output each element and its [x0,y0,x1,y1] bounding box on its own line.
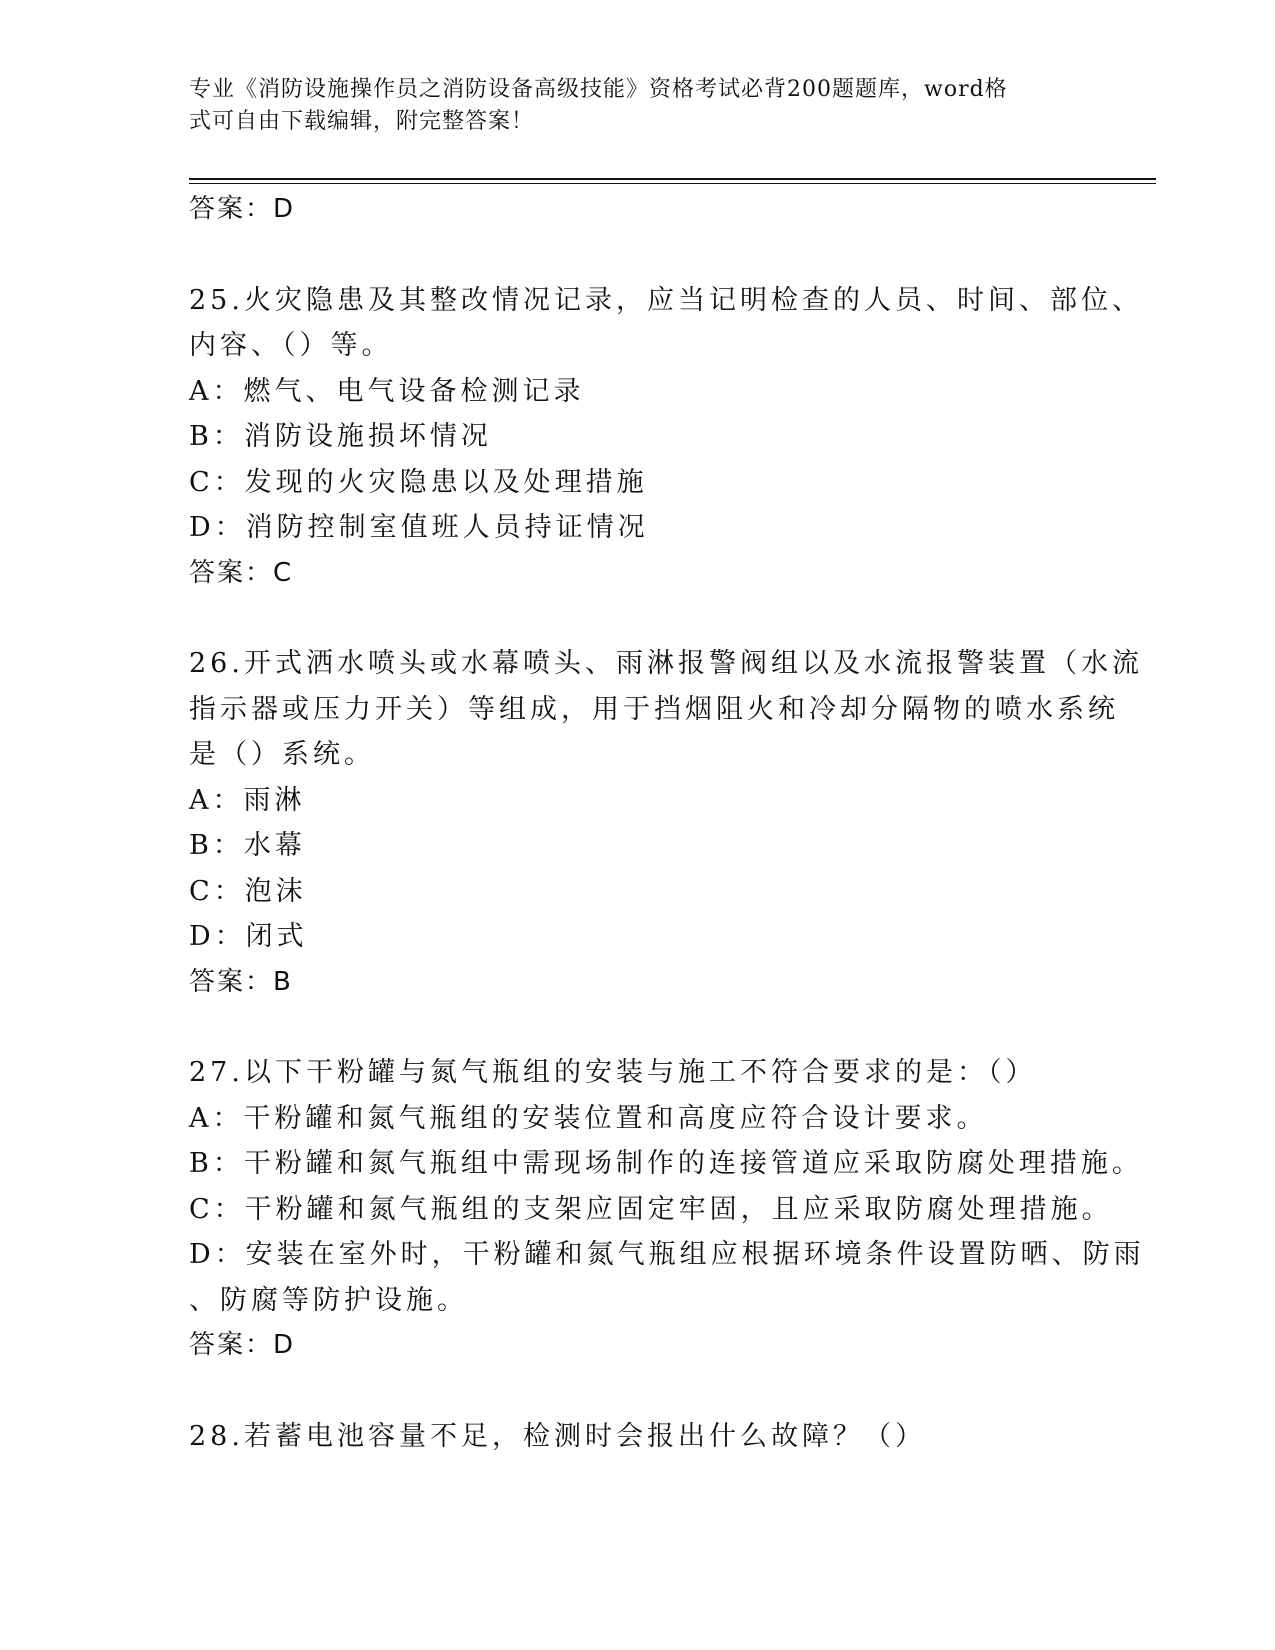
answer-option: B：消防设施损坏情况 [189,421,492,452]
question-item [189,278,1143,597]
question-answer: 答案：D [189,1330,296,1360]
spacer [189,596,1089,641]
answer-option: A：干粉罐和氮气瓶组的安装位置和高度应符合设计要求。 [189,1102,988,1134]
answer-option: C：发现的火灾隐患以及处理措施 [189,466,648,498]
answer-option: 、防腐等防护设施。 [189,1284,468,1316]
question-answer: 答案：B [189,966,293,997]
answer-option: D：安装在室外时，干粉罐和氮气瓶组应根据环境条件设置防晒、防雨 [189,1239,1145,1270]
spacer [189,1005,1089,1050]
spacer [189,233,1089,278]
question-stem-line: 28.若蓄电池容量不足，检测时会报出什么故障？（） [189,1420,926,1452]
question-stem-line: 25.火灾隐患及其整改情况记录，应当记明检查的人员、时间、部位、 [189,284,1143,316]
spacer [189,1369,1089,1414]
question-stem-line: 指示器或压力开关）等组成，用于挡烟阻火和冷却分隔物的喷水系统 [189,693,1119,725]
question-list [189,187,1145,1459]
header-divider [189,183,1156,184]
answer-option: C：泡沫 [189,875,307,907]
header-divider [189,178,1156,180]
answer-option: D：消防控制室值班人员持证情况 [189,512,649,543]
question-stem-line: 26.开式洒水喷头或水幕喷头、雨淋报警阀组以及水流报警装置（水流 [189,648,1143,679]
question-answer: 答案：C [189,557,294,588]
question-stem-line: 27.以下干粉罐与氮气瓶组的安装与施工不符合要求的是：（） [189,1057,1037,1088]
question-item [189,1414,1089,1460]
answer-option: C：干粉罐和氮气瓶组的支架应固定牢固，且应采取防腐处理措施。 [189,1193,1113,1225]
answer-option: A：雨淋 [189,784,306,816]
previous-answer: 答案：D [189,194,296,224]
question-item [189,641,1143,1005]
document-header [189,74,1069,138]
answer-option: B：水幕 [189,830,306,861]
question-item [189,1050,1145,1369]
question-stem-line: 内容、（）等。 [189,330,393,361]
header-line: 式可自由下载编辑，附完整答案！ [189,109,535,134]
answer-option: D：闭式 [189,921,308,952]
header-line: 专业《消防设施操作员之消防设备高级技能》资格考试必背200题题库，word格 [189,77,1008,102]
question-stem-line: 是（）系统。 [189,739,375,770]
answer-option: A：燃气、电气设备检测记录 [189,375,585,407]
answer-option: B：干粉罐和氮气瓶组中需现场制作的连接管道应采取防腐处理措施。 [189,1148,1143,1179]
